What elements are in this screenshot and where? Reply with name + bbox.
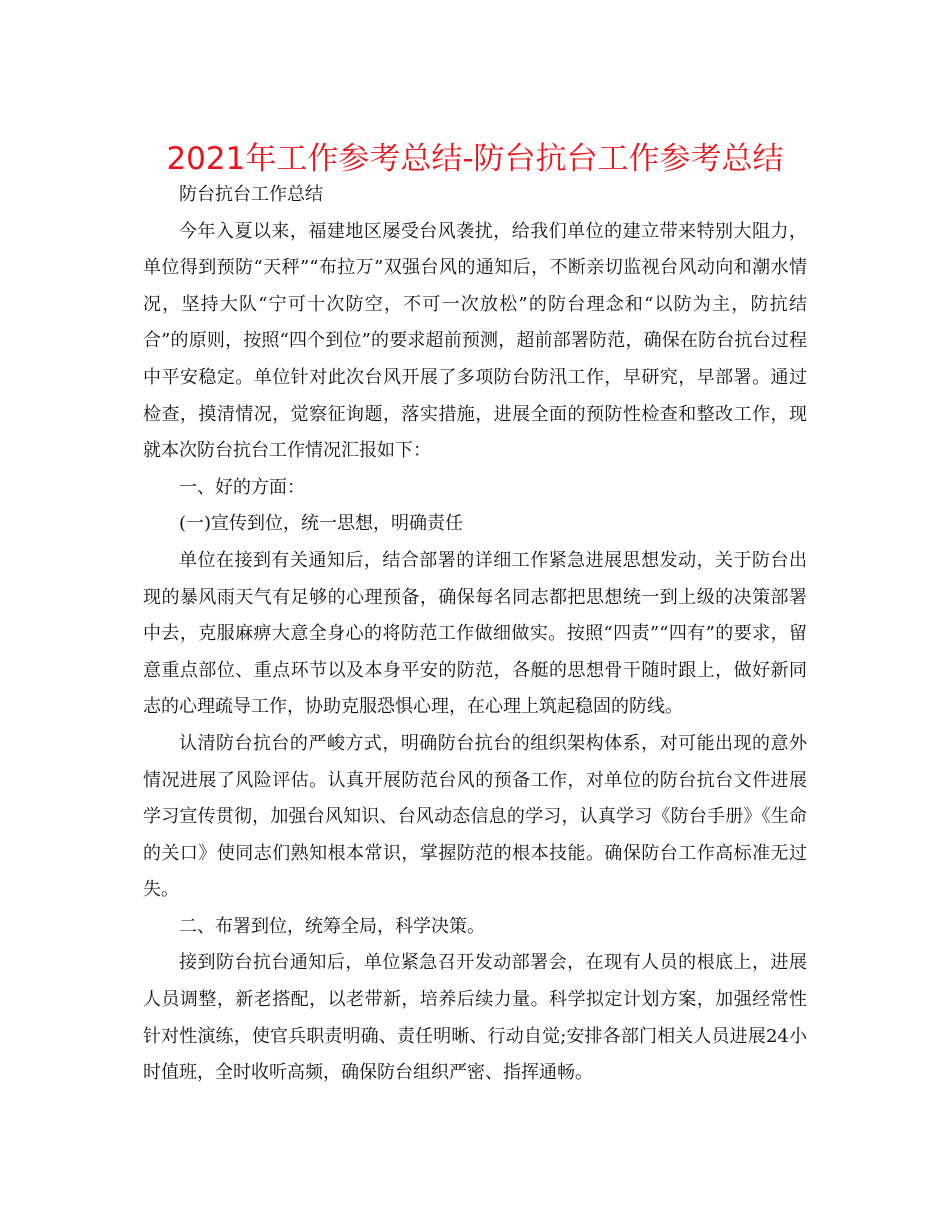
paragraph-risk-assessment: 认清防台抗台的严峻方式，明确防台抗台的组织架构体系，对可能出现的意外情况进展了风险评估。认真开展防范台风的预备工作，对单位的防台抗台文件进展学习宣传贯彻，加强台风知识、台风动态信息的学习，认真学习《防台手册》《生命的关口》使同志们熟知根本常识，掌握防范的根本技能。确保防台工作高标准无过失。 (143, 732, 807, 901)
paragraph-publicity: 单位在接到有关通知后，结合部署的详细工作紧急进展思想发动，关于防台出现的暴风雨天气有足够的心理预备，确保每名同志都把思想统一到上级的决策部署中去，克服麻痹大意全身心的将防范工作做细做实。按照“四责”“四有”的要求，留意重点部位、重点环节以及本身平安的防范，各艇的思想骨干随时跟上，做好新同志的心理疏导工作，协助克服恐惧心理，在心理上筑起稳固的防线。 (143, 549, 807, 718)
heading-publicity: (一)宣传到位，统一思想，明确责任 (179, 513, 464, 535)
document-body (143, 177, 807, 1092)
heading-deployment: 二、布署到位，统筹全局，科学决策。 (179, 915, 485, 937)
paragraph-intro: 今年入夏以来，福建地区屡受台风袭扰，给我们单位的建立带来特别大阻力，单位得到预防“天秤”“布拉万”双强台风的通知后，不断亲切监视台风动向和潮水情况，坚持大队“宁可十次防空，不可一次放松”的防台理念和“以防为主，防抗结合”的原则，按照“四个到位”的要求超前预测，超前部署防范，确保在防台抗台过程中平安稳定。单位针对此次台风开展了多项防台防汛工作，早研究，早部署。通过检查，摸清情况，觉察征询题，落实措施，进展全面的预防性检查和整改工作，现就本次防台抗台工作情况汇报如下： (143, 220, 807, 462)
document-title: 2021年工作参考总结-防台抗台工作参考总结 (166, 141, 784, 177)
section-subtitle: 防台抗台工作总结 (179, 184, 323, 205)
paragraph-deployment: 接到防台抗台通知后，单位紧急召开发动部署会，在现有人员的根底上，进展人员调整，新老搭配，以老带新，培养后续力量。科学拟定计划方案，加强经常性针对性演练，使官兵职责明确、责任明晰、行动自觉;安排各部门相关人员进展24小时值班，全时收听高频，确保防台组织严密、指挥通畅。 (143, 952, 807, 1084)
heading-good-aspects: 一、好的方面： (179, 476, 305, 498)
